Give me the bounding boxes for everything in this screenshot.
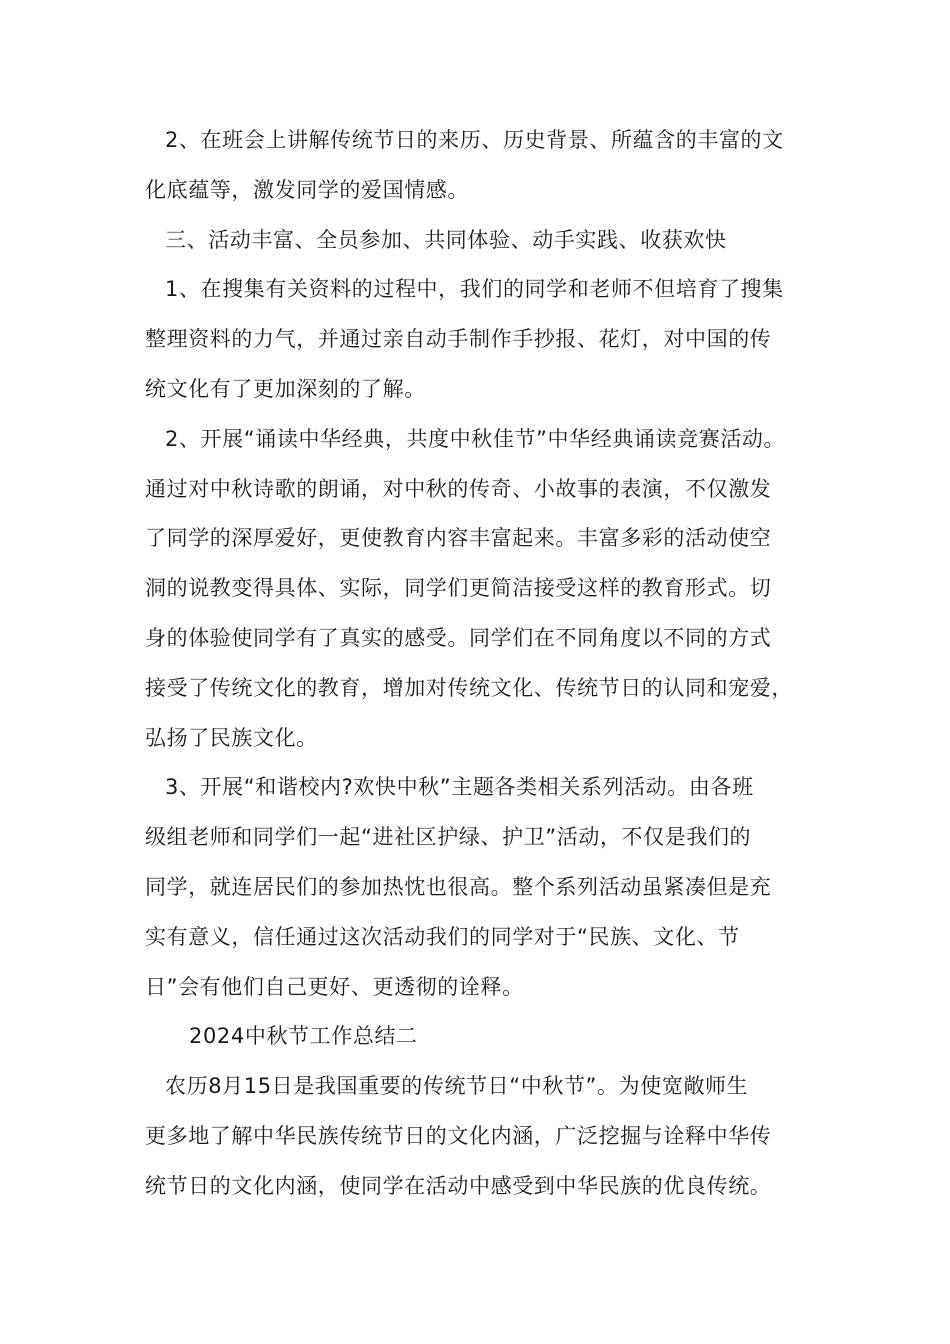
text-line: 3、开展“和谐校内?欢快中秋”主题各类相关系列活动。由各班 [165,775,754,800]
text-line: 2、在班会上讲解传统节日的来历、历史背景、所蕴含的丰富的文 [165,128,784,152]
text-line: 统文化有了更加深刻的了解。 [145,376,426,401]
text-line: 洞的说教变得具体、实际，同学们更简洁接受这样的教育形式。切 [145,576,772,601]
text-line: 整理资料的力气，并通过亲自动手制作手抄报、花灯，对中国的传 [145,327,772,352]
text-line: 身的体验使同学有了真实的感受。同学们在不同角度以不同的方式 [145,625,772,650]
text-line: 农历8月15日是我国重要的传统节日“中秋节”。为使宽敞师生 [165,1074,749,1099]
text-line: 级组老师和同学们一起“进社区护绿、护卫”活动，不仅是我们的 [145,825,752,850]
text-line: 接受了传统文化的教育，增加对传统文化、传统节日的认同和宠爱， [145,675,793,700]
text-line: 同学，就连居民们的参加热忱也很高。整个系列活动虽紧凑但是充 [145,874,772,899]
text-line: 三、活动丰富、全员参加、共同体验、动手实践、收获欢快 [165,227,727,252]
text-line: 通过对中秋诗歌的朗诵，对中秋的传奇、小故事的表演，不仅激发 [145,476,772,501]
text-line: 实有意义，信任通过这次活动我们的同学对于“民族、文化、节 [145,924,740,949]
text-line: 2、开展“诵读中华经典，共度中秋佳节”中华经典诵读竞赛活动。 [165,426,786,451]
text-line: 1、在搜集有关资料的过程中，我们的同学和老师不但培育了搜集 [165,277,784,302]
text-line: 更多地了解中华民族传统节日的文化内涵，广泛挖掘与诠释中华传 [145,1123,772,1148]
text-line: 日”会有他们自己更好、更透彻的诠释。 [145,974,524,999]
text-line: 弘扬了民族文化。 [145,725,318,750]
document-body [145,128,825,1224]
text-line: 化底蕴等，激发同学的爱国情感。 [145,177,469,202]
text-line: 统节日的文化内涵，使同学在活动中感受到中华民族的优良传统。 [145,1173,772,1198]
text-line: 了同学的深厚爱好，更使教育内容丰富起来。丰富多彩的活动使空 [145,526,772,551]
section-heading: 2024中秋节工作总结二 [189,1024,418,1049]
